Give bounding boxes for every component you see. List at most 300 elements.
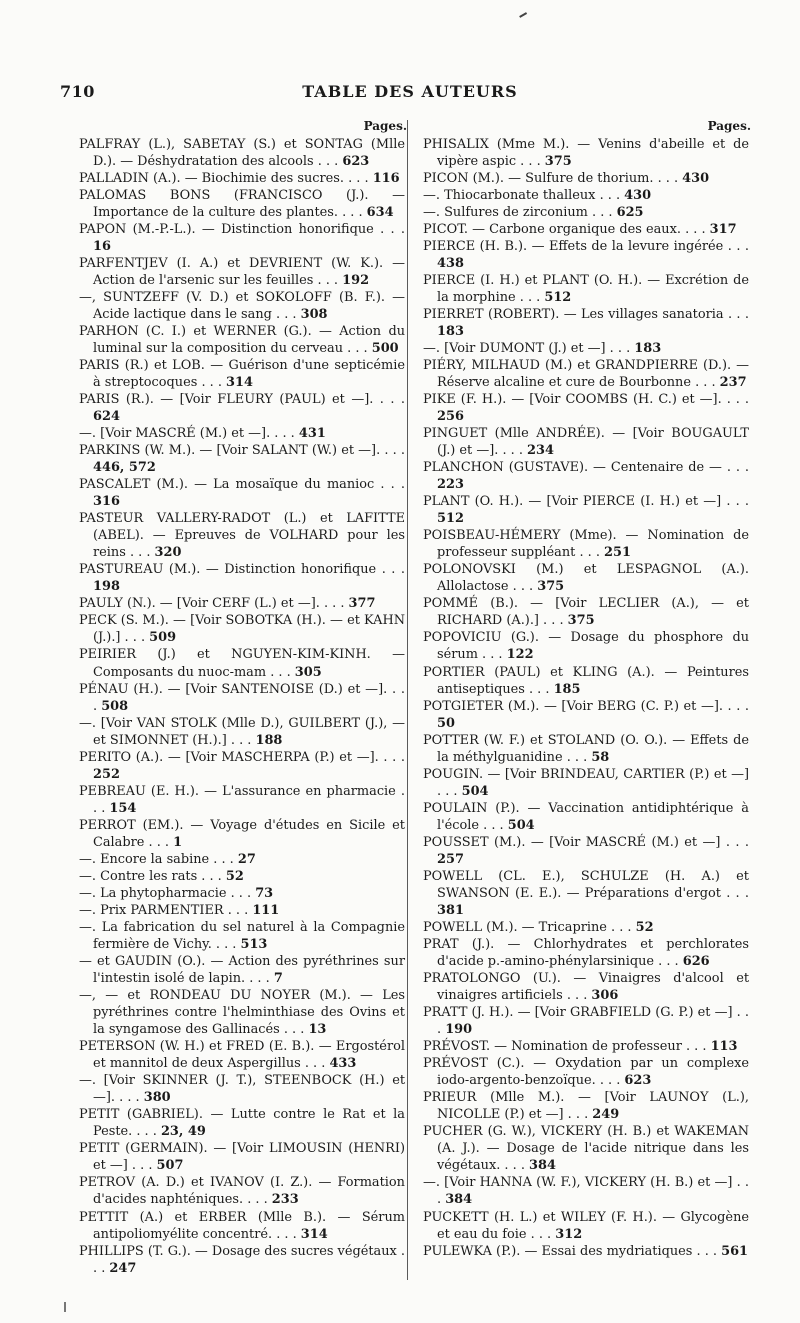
entry-page-number: 312 bbox=[555, 1226, 583, 1242]
entry-description: PÉNAU (H.). — [Voir SANTENOISE (D.) et —]. bbox=[79, 681, 388, 697]
column-divider bbox=[407, 120, 408, 1280]
pages-column-heading: Pages. bbox=[363, 119, 407, 133]
leader-dots: . . . bbox=[526, 1226, 556, 1242]
index-entry-text bbox=[423, 1174, 751, 1208]
index-entry-text bbox=[423, 1123, 751, 1174]
leader-dots: . . . bbox=[380, 443, 405, 459]
index-entry-text bbox=[79, 391, 407, 425]
ink-mark bbox=[519, 12, 527, 17]
entry-page-number: 192 bbox=[342, 272, 370, 288]
index-entry bbox=[79, 646, 407, 680]
leader-dots: . . . bbox=[243, 1192, 272, 1208]
index-entry bbox=[79, 953, 407, 987]
index-entry bbox=[423, 527, 751, 561]
leader-dots: . . . bbox=[115, 1090, 144, 1106]
leader-dots: . . . bbox=[93, 681, 405, 714]
index-entry bbox=[423, 459, 751, 493]
index-entry-text bbox=[79, 902, 407, 919]
index-entry bbox=[423, 1123, 751, 1174]
index-entry bbox=[423, 187, 751, 204]
entry-page-number: 513 bbox=[240, 937, 268, 953]
index-entry-text bbox=[79, 442, 407, 476]
index-entry-text bbox=[79, 885, 407, 902]
entry-description: PETIT (GABRIEL). — Lutte contre le Rat et la Peste. bbox=[79, 1107, 405, 1140]
index-entry-text bbox=[423, 561, 751, 595]
entry-page-number: 320 bbox=[154, 545, 182, 561]
entry-page-number: 237 bbox=[719, 374, 747, 390]
leader-dots: . . . bbox=[344, 170, 373, 186]
entry-page-number: 446, 572 bbox=[93, 460, 156, 476]
index-entry bbox=[423, 1243, 751, 1260]
index-entry bbox=[79, 170, 407, 187]
entry-page-number: 512 bbox=[437, 511, 464, 527]
index-entry-text bbox=[79, 221, 407, 255]
index-entry-text bbox=[79, 1174, 407, 1208]
pages-column-heading: Pages. bbox=[707, 119, 751, 133]
entry-page-number: 52 bbox=[225, 868, 244, 884]
entry-description: PETERSON (W. H.) et FRED (E. B.). — Ergostérol et mannitol de deux Aspergillus bbox=[79, 1039, 405, 1072]
index-entry-text bbox=[79, 1106, 407, 1140]
entry-description: POTGIETER (M.). — [Voir BERG (C. P.) et —]. bbox=[423, 698, 723, 714]
leader-dots: . . . bbox=[692, 1243, 722, 1259]
leader-dots: . . . bbox=[132, 1124, 161, 1140]
index-entry-text bbox=[423, 800, 751, 834]
leader-dots: . . . bbox=[723, 306, 749, 322]
leader-dots: . . . bbox=[279, 1022, 309, 1038]
entry-page-number: 190 bbox=[445, 1022, 473, 1038]
entry-description: POTTER (W. F.) et STOLAND (O. O.). — Effets de la méthylguanidine bbox=[423, 732, 749, 765]
entry-description: PORTIER (PAUL) et KLING (A.). — Peintures antiseptiques bbox=[423, 664, 749, 697]
leader-dots: . . . bbox=[722, 698, 749, 714]
entry-page-number: 113 bbox=[710, 1039, 738, 1055]
index-entry-text bbox=[79, 851, 407, 868]
index-entry bbox=[423, 170, 751, 187]
leader-dots: . . . bbox=[720, 885, 749, 901]
index-entry bbox=[423, 1038, 751, 1055]
entry-description: PULEWKA (P.). — Essai des mydriatiques bbox=[423, 1243, 693, 1259]
leader-dots: . . . bbox=[538, 613, 568, 629]
entry-page-number: 623 bbox=[342, 153, 370, 169]
leader-dots: . . . bbox=[721, 494, 749, 510]
entry-page-number: 625 bbox=[616, 204, 644, 220]
leader-dots: . . . bbox=[226, 885, 256, 901]
entry-page-number: 111 bbox=[252, 902, 280, 918]
index-entry bbox=[423, 425, 751, 459]
running-head bbox=[60, 82, 760, 106]
leader-dots: . . . bbox=[337, 204, 367, 220]
index-entry-text bbox=[79, 289, 407, 323]
entry-description: —. Sulfures de zirconium bbox=[423, 204, 588, 220]
entry-description: POUSSET (M.). — [Voir MASCRÉ (M.) et —] bbox=[423, 834, 721, 850]
entry-description: PARIS (R.). — [Voir FLEURY (PAUL) et —]. bbox=[79, 392, 374, 408]
index-entry bbox=[79, 1106, 407, 1140]
index-entry bbox=[79, 1140, 407, 1174]
entry-description: — et GAUDIN (O.). — Action des pyréthrines sur l'intestin isolé de lapin. bbox=[79, 954, 405, 987]
entry-description: —. Contre les rats bbox=[79, 868, 198, 884]
index-entry-text bbox=[423, 340, 751, 357]
entry-page-number: 623 bbox=[624, 1073, 652, 1089]
entry-page-number: 7 bbox=[273, 971, 283, 987]
leader-dots: . . . bbox=[271, 306, 301, 322]
index-entry bbox=[79, 868, 407, 885]
index-entry-text bbox=[423, 187, 751, 204]
entry-page-number: 381 bbox=[437, 902, 464, 918]
leader-dots: . . . bbox=[93, 783, 405, 816]
entry-description: POLONOVSKI (M.) et LESPAGNOL (A.). Allolactose bbox=[423, 562, 749, 595]
entry-description: POISBEAU-HÉMERY (Mme). — Nomination de professeur suppléant bbox=[423, 528, 749, 561]
entry-page-number: 249 bbox=[592, 1107, 620, 1123]
entry-page-number: 500 bbox=[371, 340, 399, 356]
leader-dots: . . . bbox=[270, 426, 299, 442]
index-entry bbox=[423, 868, 751, 919]
index-entry bbox=[423, 629, 751, 663]
leader-dots: . . . bbox=[500, 1158, 530, 1174]
index-entry-text bbox=[423, 698, 751, 732]
entry-description: PARHON (C. I.) et WERNER (G.). — Action du luminal sur la composition du cerveau bbox=[79, 323, 405, 356]
index-entry bbox=[79, 1174, 407, 1208]
left-column bbox=[79, 118, 407, 1277]
index-entry-text bbox=[423, 527, 751, 561]
index-entry-text bbox=[423, 221, 751, 238]
index-entry-text bbox=[423, 834, 751, 868]
leader-dots: . . . bbox=[209, 851, 238, 867]
leader-dots: . . . bbox=[319, 596, 349, 612]
entry-page-number: 512 bbox=[544, 289, 572, 305]
index-entry bbox=[79, 885, 407, 902]
entry-description: —, — et RONDEAU DU NOYER (M.). — Les pyréthrines contre l'helminthiase des Ovins et la syngamose des Gallinacés bbox=[79, 988, 405, 1038]
entry-description: —. [Voir HANNA (W. F.), VICKERY (H. B.) et —] bbox=[423, 1175, 733, 1191]
index-entry bbox=[423, 698, 751, 732]
index-entry-text bbox=[423, 391, 751, 425]
entry-description: —. [Voir MASCRÉ (M.) et —]. bbox=[79, 426, 271, 442]
leader-dots: . . . bbox=[477, 647, 507, 663]
leader-dots: . . . bbox=[562, 749, 592, 765]
leader-dots: . . . bbox=[681, 1039, 711, 1055]
entry-description: POPOVICIU (G.). — Dosage du phosphore du sérum bbox=[423, 630, 749, 663]
entry-page-number: 252 bbox=[93, 766, 120, 782]
index-entry bbox=[423, 204, 751, 221]
index-entry-text bbox=[79, 561, 407, 595]
leader-dots: . . . bbox=[93, 1243, 405, 1276]
index-entry-text bbox=[423, 1038, 751, 1055]
leader-dots: . . . bbox=[690, 374, 720, 390]
index-entry bbox=[423, 766, 751, 800]
entry-description: —. La phytopharmacie bbox=[79, 885, 227, 901]
index-entry-text bbox=[423, 1209, 751, 1243]
index-entry bbox=[79, 681, 407, 715]
leader-dots: . . . bbox=[197, 374, 227, 390]
entry-description: PASTEUR VALLERY-RADOT (L.) et LAFITTE (ABEL). — Epreuves de VOLHARD pour les reins bbox=[79, 511, 405, 561]
index-entry-text bbox=[79, 1140, 407, 1174]
entry-page-number: 305 bbox=[294, 664, 322, 680]
index-entry bbox=[79, 561, 407, 595]
entry-page-number: 375 bbox=[537, 579, 565, 595]
entry-page-number: 23, 49 bbox=[160, 1124, 206, 1140]
index-entry-text bbox=[79, 612, 407, 646]
entry-page-number: 375 bbox=[567, 613, 595, 629]
leader-dots: . . . bbox=[374, 477, 405, 493]
index-entry bbox=[79, 442, 407, 476]
entry-page-number: 314 bbox=[226, 374, 253, 390]
entry-description: PARKINS (W. M.). — [Voir SALANT (W.) et —]. bbox=[79, 443, 381, 459]
index-entry bbox=[79, 357, 407, 391]
entry-page-number: 52 bbox=[635, 919, 654, 935]
leader-dots: . . . bbox=[223, 902, 253, 918]
page-number: 710 bbox=[60, 82, 95, 101]
entry-description: —, SUNTZEFF (V. D.) et SOKOLOFF (B. F.). — Acide lactique dans le sang bbox=[79, 289, 405, 322]
index-entry bbox=[79, 391, 407, 425]
index-entry-text bbox=[423, 766, 751, 800]
entry-page-number: 251 bbox=[604, 545, 631, 561]
entry-page-number: 198 bbox=[93, 579, 120, 595]
index-entry-text bbox=[79, 868, 407, 885]
entry-page-number: 380 bbox=[143, 1090, 171, 1106]
index-entry-text bbox=[423, 664, 751, 698]
index-entry-text bbox=[79, 255, 407, 289]
entry-description: PICOT. — Carbone organique des eaux. bbox=[423, 221, 681, 237]
index-entry bbox=[423, 340, 751, 357]
index-entry bbox=[423, 357, 751, 391]
leader-dots: . . . bbox=[120, 630, 150, 646]
entry-page-number: 507 bbox=[156, 1158, 184, 1174]
index-entry-text bbox=[79, 476, 407, 510]
leader-dots: . . . bbox=[373, 221, 405, 237]
leader-dots: . . . bbox=[378, 749, 405, 765]
leader-dots: . . . bbox=[211, 937, 241, 953]
index-entry-text bbox=[423, 732, 751, 766]
index-entry bbox=[79, 919, 407, 953]
leader-dots: . . . bbox=[376, 562, 405, 578]
index-entry bbox=[423, 306, 751, 340]
entry-description: POWELL (M.). — Tricaprine bbox=[423, 919, 607, 935]
index-entry bbox=[79, 136, 407, 170]
entry-page-number: 223 bbox=[437, 477, 464, 493]
leader-dots: . . . bbox=[563, 1107, 593, 1123]
leader-dots: . . . bbox=[197, 868, 226, 884]
index-entry-text bbox=[79, 953, 407, 987]
leader-dots: . . . bbox=[595, 187, 625, 203]
entry-description: PERROT (EM.). — Voyage d'études en Sicile et Calabre bbox=[79, 817, 405, 850]
index-entry bbox=[79, 221, 407, 255]
entry-page-number: 317 bbox=[709, 221, 737, 237]
leader-dots: . . . bbox=[479, 817, 508, 833]
entry-description: PALFRAY (L.), SABETAY (S.) et SONTAG (Mlle D.). — Déshydratation des alcools bbox=[79, 136, 405, 169]
leader-dots: . . . bbox=[524, 681, 554, 697]
page-title: TABLE DES AUTEURS bbox=[302, 82, 518, 101]
leader-dots: . . . bbox=[562, 988, 592, 1004]
index-entry-text bbox=[423, 272, 751, 306]
leader-dots: . . . bbox=[516, 153, 545, 169]
entry-description: PASCALET (M.). — La mosaïque du manioc bbox=[79, 477, 375, 493]
entry-description: —. Prix PARMENTIER bbox=[79, 902, 224, 918]
index-entry bbox=[423, 970, 751, 1004]
index-entry-text bbox=[423, 629, 751, 663]
index-entry-text bbox=[79, 646, 407, 680]
leader-dots: . . . bbox=[680, 221, 710, 237]
entry-description: PLANCHON (GUSTAVE). — Centenaire de — bbox=[423, 460, 722, 476]
entry-page-number: 308 bbox=[300, 306, 328, 322]
entry-page-number: 1 bbox=[173, 834, 183, 850]
index-entry bbox=[423, 561, 751, 595]
index-entry-text bbox=[79, 136, 407, 170]
index-entry-text bbox=[423, 1243, 751, 1260]
entry-page-number: 13 bbox=[308, 1022, 327, 1038]
index-entry bbox=[423, 1055, 751, 1089]
index-entry bbox=[423, 1089, 751, 1123]
index-entry-text bbox=[79, 595, 407, 612]
entry-page-number: 316 bbox=[93, 494, 120, 510]
index-entry bbox=[423, 919, 751, 936]
index-entry-text bbox=[423, 204, 751, 221]
entry-description: PALLADIN (A.). — Biochimie des sucres. bbox=[79, 170, 344, 186]
entry-page-number: 188 bbox=[255, 732, 283, 748]
entry-description: PEIRIER (J.) et NGUYEN-KIM-KINH. — Composants du nuoc-mam bbox=[79, 647, 405, 680]
entry-page-number: 377 bbox=[348, 596, 376, 612]
index-entry bbox=[79, 612, 407, 646]
entry-page-number: 58 bbox=[591, 749, 610, 765]
index-entry bbox=[79, 323, 407, 357]
index-entry bbox=[79, 902, 407, 919]
entry-description: PRATT (J. H.). — [Voir GRABFIELD (G. P.) et —] bbox=[423, 1005, 733, 1021]
entry-description: —. La fabrication du sel naturel à la Compagnie fermière de Vichy. bbox=[79, 919, 405, 953]
leader-dots: . . . bbox=[437, 1005, 750, 1038]
entry-page-number: 384 bbox=[445, 1192, 473, 1208]
index-entry bbox=[423, 272, 751, 306]
index-entry-text bbox=[423, 238, 751, 272]
index-entry bbox=[423, 1174, 751, 1208]
leader-dots: . . . bbox=[266, 664, 295, 680]
index-entry-text bbox=[423, 425, 751, 459]
entry-page-number: 509 bbox=[149, 630, 177, 646]
entry-page-number: 247 bbox=[109, 1260, 137, 1276]
index-entry-text bbox=[79, 919, 407, 953]
entry-description: PALOMAS BONS (FRANCISCO (J.). — Importance de la culture des plantes. bbox=[79, 187, 405, 220]
leader-dots: . . . bbox=[226, 732, 256, 748]
entry-description: PHILLIPS (T. G.). — Dosage des sucres végétaux bbox=[79, 1243, 397, 1259]
entry-page-number: 561 bbox=[721, 1243, 749, 1259]
entry-description: —. Encore la sabine bbox=[79, 851, 210, 867]
index-entry bbox=[423, 834, 751, 868]
entry-page-number: 122 bbox=[506, 647, 534, 663]
leader-dots: . . . bbox=[575, 545, 605, 561]
entry-description: PIKE (F. H.). — [Voir COOMBS (H. C.) et —]. bbox=[423, 392, 722, 408]
index-entry-text bbox=[79, 987, 407, 1038]
entry-description: PAULY (N.). — [Voir CERF (L.) et —]. bbox=[79, 596, 320, 612]
index-entry-text bbox=[423, 459, 751, 493]
entry-page-number: 314 bbox=[300, 1226, 328, 1242]
entry-description: POWELL (CL. E.), SCHULZE (H. A.) et SWANSON (E. E.). — Préparations d'ergot bbox=[423, 868, 749, 901]
index-entry bbox=[423, 732, 751, 766]
leader-dots: . . . bbox=[498, 443, 528, 459]
leader-dots: . . . bbox=[437, 1175, 749, 1208]
entry-page-number: 185 bbox=[553, 681, 581, 697]
index-entry-text bbox=[79, 1072, 407, 1106]
entry-description: PRAT (J.). — Chlorhydrates et perchlorates d'acide p.-amino-phénylarsinique bbox=[423, 937, 749, 970]
index-entry-text bbox=[423, 493, 751, 527]
entry-description: PIÉRY, MILHAUD (M.) et GRANDPIERRE (D.). — Réserve alcaline et cure de Bourbonne bbox=[423, 357, 749, 390]
entry-description: POUGIN. — [Voir BRINDEAU, CARTIER (P.) et —] bbox=[423, 766, 749, 782]
index-entry-text bbox=[79, 783, 407, 817]
entry-description: PRÉVOST. — Nomination de professeur bbox=[423, 1039, 682, 1055]
leader-dots: . . . bbox=[515, 289, 545, 305]
entry-page-number: 183 bbox=[634, 340, 662, 356]
index-entry bbox=[423, 595, 751, 629]
leader-dots: . . . bbox=[721, 392, 749, 408]
entry-description: PASTUREAU (M.). — Distinction honorifique bbox=[79, 562, 377, 578]
entry-description: POMMÉ (B.). — [Voir LECLIER (A.), — et RICHARD (A.).] bbox=[423, 596, 749, 629]
entry-page-number: 504 bbox=[507, 817, 535, 833]
entry-page-number: 233 bbox=[271, 1192, 299, 1208]
entry-description: PIERCE (H. B.). — Effets de la levure ingérée bbox=[423, 238, 724, 254]
entry-description: PHISALIX (Mme M.). — Venins d'abeille et de vipère aspic bbox=[423, 136, 749, 169]
leader-dots: . . . bbox=[720, 834, 749, 850]
entry-description: PETIT (GERMAIN). — [Voir LIMOUSIN (HENRI) et —] bbox=[79, 1141, 405, 1174]
index-entry bbox=[79, 715, 407, 749]
index-entry-text bbox=[79, 170, 407, 187]
index-entry bbox=[79, 476, 407, 510]
index-entry bbox=[423, 1004, 751, 1038]
leader-dots: . . . bbox=[508, 579, 538, 595]
index-entry-text bbox=[423, 357, 751, 391]
index-entry bbox=[423, 238, 751, 272]
leader-dots: . . . bbox=[437, 783, 462, 799]
entry-description: PECK (S. M.). — [Voir SOBOTKA (H.). — et KAHN (J.).] bbox=[79, 613, 405, 646]
entry-description: PERITO (A.). — [Voir MASCHERPA (P.) et —]. bbox=[79, 749, 379, 765]
index-entry bbox=[423, 1209, 751, 1243]
leader-dots: . . . bbox=[313, 272, 343, 288]
leader-dots: . . . bbox=[723, 238, 749, 254]
entry-description: POULAIN (P.). — Vaccination antidiphtérique à l'école bbox=[423, 800, 749, 833]
entry-description: PRATOLONGO (U.). — Vinaigres d'alcool et vinaigres artificiels bbox=[423, 971, 749, 1004]
index-entry bbox=[423, 936, 751, 970]
entry-page-number: 634 bbox=[366, 204, 394, 220]
index-entry bbox=[79, 1209, 407, 1243]
entry-page-number: 73 bbox=[255, 885, 274, 901]
entry-page-number: 384 bbox=[529, 1158, 556, 1174]
entry-description: PETROV (A. D.) et IVANOV (I. Z.). — Formation d'acides naphténiques. bbox=[79, 1175, 405, 1208]
index-entry bbox=[423, 136, 751, 170]
leader-dots: . . . bbox=[245, 971, 274, 987]
entry-description: —. [Voir VAN STOLK (Mlle D.), GUILBERT (J.), — et SIMONNET (H.).] bbox=[79, 715, 405, 748]
entry-page-number: 430 bbox=[682, 170, 710, 186]
entry-page-number: 234 bbox=[527, 443, 554, 459]
entry-page-number: 183 bbox=[437, 323, 464, 339]
entry-page-number: 154 bbox=[109, 800, 137, 816]
index-entry-text bbox=[79, 510, 407, 561]
entry-description: PRIEUR (Mlle M.). — [Voir LAUNOY (L.), NICOLLE (P.) et —] bbox=[423, 1090, 749, 1123]
entry-page-number: 430 bbox=[624, 187, 652, 203]
entry-description: PAPON (M.-P.-L.). — Distinction honorifique bbox=[79, 221, 374, 237]
index-entry-text bbox=[79, 425, 407, 442]
leader-dots: . . . bbox=[587, 204, 617, 220]
entry-description: PARFENTJEV (I. A.) et DEVRIENT (W. K.). — Action de l'arsenic sur les feuilles bbox=[79, 255, 405, 288]
index-entry bbox=[79, 255, 407, 289]
entry-page-number: 257 bbox=[437, 851, 464, 867]
index-entry-text bbox=[423, 306, 751, 340]
index-entry bbox=[79, 289, 407, 323]
entry-page-number: 116 bbox=[372, 170, 400, 186]
entry-page-number: 50 bbox=[437, 715, 455, 731]
index-entry bbox=[79, 1243, 407, 1277]
leader-dots: . . . bbox=[595, 1073, 625, 1089]
entry-description: PEBREAU (E. H.). — L'assurance en pharmacie bbox=[79, 783, 396, 799]
index-entry-text bbox=[423, 136, 751, 170]
index-entry-text bbox=[79, 749, 407, 783]
entry-page-number: 27 bbox=[237, 851, 256, 867]
leader-dots: . . . bbox=[125, 545, 155, 561]
leader-dots: . . . bbox=[144, 834, 174, 850]
entry-description: —. Thiocarbonate thalleux bbox=[423, 187, 596, 203]
